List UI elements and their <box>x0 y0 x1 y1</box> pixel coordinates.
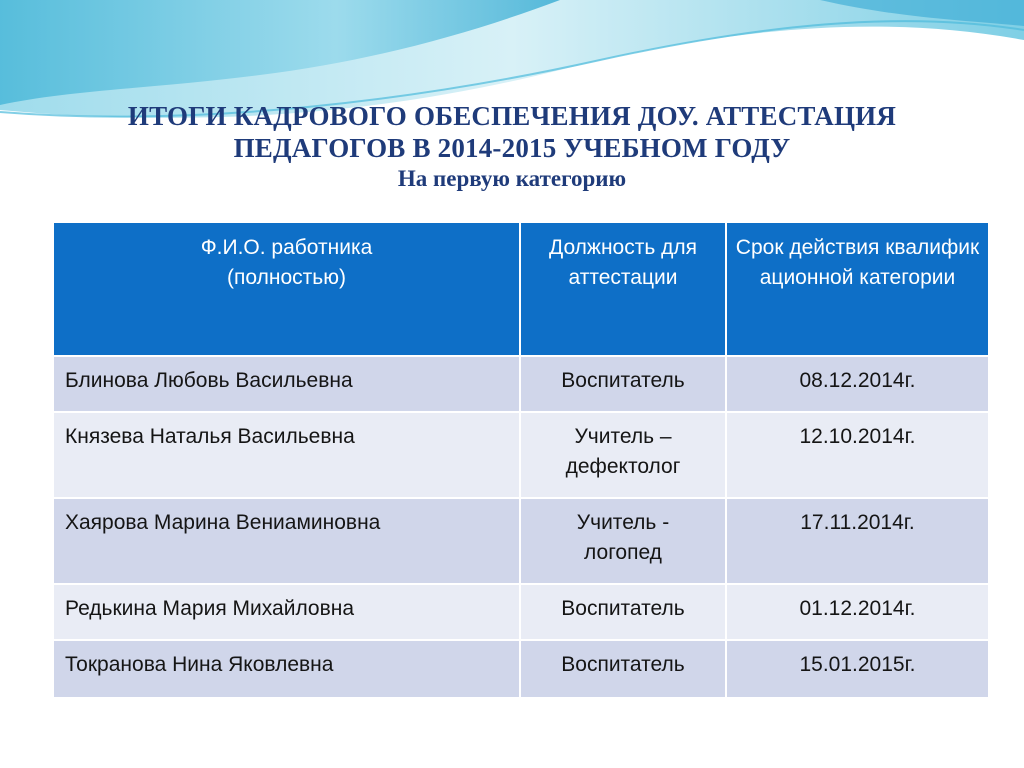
cell-position: Воспитатель <box>520 640 726 698</box>
title-block <box>0 100 1024 194</box>
cell-position: Воспитатель <box>520 356 726 412</box>
cell-date: 15.01.2015г. <box>726 640 989 698</box>
cell-position: Воспитатель <box>520 584 726 640</box>
page-title-line-1: ИТОГИ КАДРОВОГО ОБЕСПЕЧЕНИЯ ДОУ. АТТЕСТАЦИЯ <box>127 101 897 131</box>
header-term: Срок действия квалификационной категории <box>726 222 989 356</box>
table-row <box>53 584 989 640</box>
table-row <box>53 498 989 584</box>
table-row <box>53 412 989 498</box>
table-row <box>53 356 989 412</box>
cell-position: Учитель – дефектолог <box>520 412 726 498</box>
cell-date: 12.10.2014г. <box>726 412 989 498</box>
header-name: Ф.И.О. работника (полностью) <box>53 222 520 356</box>
cell-date: 17.11.2014г. <box>726 498 989 584</box>
cell-name: Хаярова Марина Вениаминовна <box>53 498 520 584</box>
attestation-table-container <box>52 221 988 697</box>
attestation-table <box>52 221 990 699</box>
cell-name: Токранова Нина Яковлевна <box>53 640 520 698</box>
cell-date: 01.12.2014г. <box>726 584 989 640</box>
cell-name: Блинова Любовь Васильевна <box>53 356 520 412</box>
cell-date: 08.12.2014г. <box>726 356 989 412</box>
page-title-line-2: ПЕДАГОГОВ В 2014-2015 УЧЕБНОМ ГОДУ <box>233 133 791 163</box>
cell-name: Редькина Мария Михайловна <box>53 584 520 640</box>
table-row <box>53 640 989 698</box>
cell-name: Князева Наталья Васильевна <box>53 412 520 498</box>
header-position: Должность для аттестации <box>520 222 726 356</box>
cell-position: Учитель - логопед <box>520 498 726 584</box>
page-subtitle: На первую категорию <box>397 166 627 191</box>
table-header-row <box>53 222 989 356</box>
